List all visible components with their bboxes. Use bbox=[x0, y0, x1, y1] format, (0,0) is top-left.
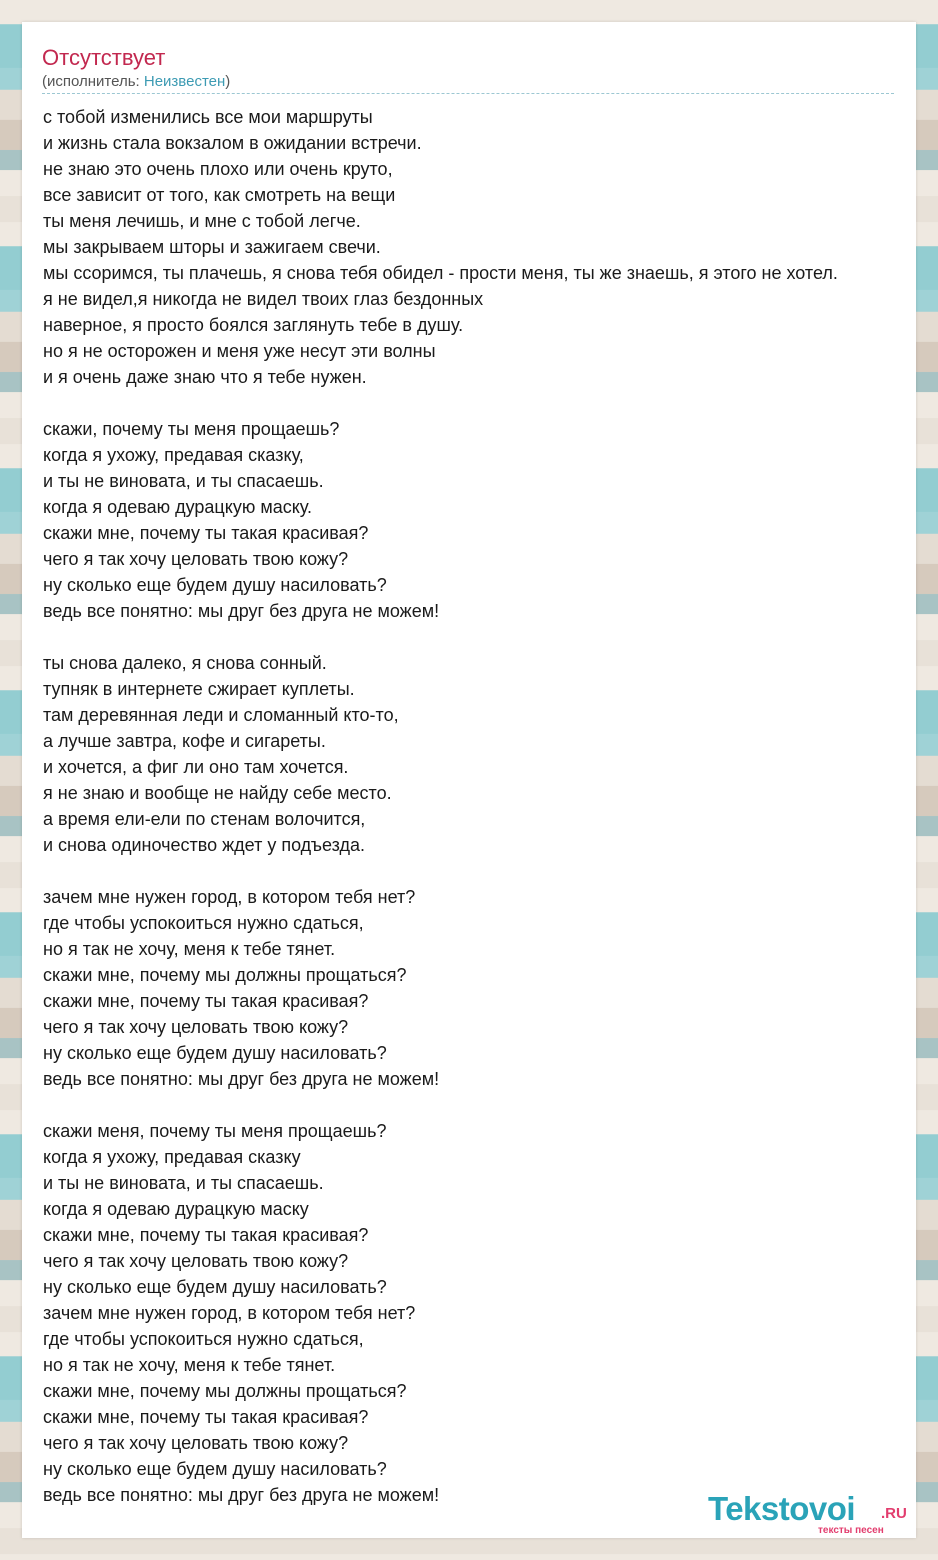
artist-link[interactable]: Неизвестен bbox=[143, 73, 226, 90]
lyrics-text: с тобой изменились все мои маршруты и жизнь стала вокзалом в ожидании встречи. не знаю это очень плохо или очень круто, все зависит от того, как смотреть на вещи ты меня лечишь, и мне с тобой легче. мы закрываем шторы и зажигаем свечи. мы ссоримся, ты плачешь, я снова тебя обидел - прости меня, ты же знаешь, я этого не хотел. я не видел,я никогда не видел твоих глаз бездонных наверное, я просто боялся заглянуть тебе в душу. но я не осторожен и меня уже несут эти волны и я очень даже знаю что я тебе нужен. скажи, почему ты меня прощаешь? когда я ухожу, предавая сказку, и ты не виновата, и ты спасаешь. когда я одеваю дурацкую маску. скажи мне, почему ты такая красивая? чего я так хочу целовать твою кожу? ну сколько еще будем душу насиловать? ведь все понятно: мы друг без друга не можем! ты снова далеко, я снова сонный. тупняк в интернете сжирает куплеты. там деревянная леди и сломанный кто-то, а лучше завтра, кофе и сигареты. и хочется, а фиг ли оно там хочется. я не знаю и вообще не найду себе место. а время ели-ели по стенам волочится, и снова одиночество ждет у подъезда. зачем мне нужен город, в котором тебя нет? где чтобы успокоиться нужно сдаться, но я так не хочу, меня к тебе тянет. скажи мне, почему мы должны прощаться? скажи мне, почему ты такая красивая? чего я так хочу целовать твою кожу? ну сколько еще будем душу насиловать? ведь все понятно: мы друг без друга не можем! скажи меня, почему ты меня прощаешь? когда я ухожу, предавая сказку и ты не виновата, и ты спасаешь. когда я одеваю дурацкую маску скажи мне, почему ты такая красивая? чего я так хочу целовать твою кожу? ну сколько еще будем душу насиловать? зачем мне нужен город, в котором тебя нет? где чтобы успокоиться нужно сдаться, но я так не хочу, меня к тебе тянет. скажи мне, почему мы должны прощаться? скажи мне, почему ты такая красивая? чего я так хочу целовать твою кожу? ну сколько еще будем душу насиловать? ведь все понятно: мы друг без друга не можем! bbox=[43, 107, 838, 1505]
tekstovoi-logo[interactable] bbox=[708, 1490, 918, 1536]
artist-prefix: (исполнитель: bbox=[42, 73, 144, 90]
title-divider bbox=[42, 93, 894, 94]
lyrics-card bbox=[22, 22, 916, 1538]
song-title: Отсутствует bbox=[42, 45, 166, 70]
logo-domain: .RU bbox=[881, 1505, 907, 1522]
logo-tagline: тексты песен bbox=[818, 1525, 884, 1536]
artist-suffix: ) bbox=[225, 73, 231, 90]
song-artist-line bbox=[42, 73, 230, 91]
logo-wordmark: Tekstovoi bbox=[708, 1490, 856, 1527]
